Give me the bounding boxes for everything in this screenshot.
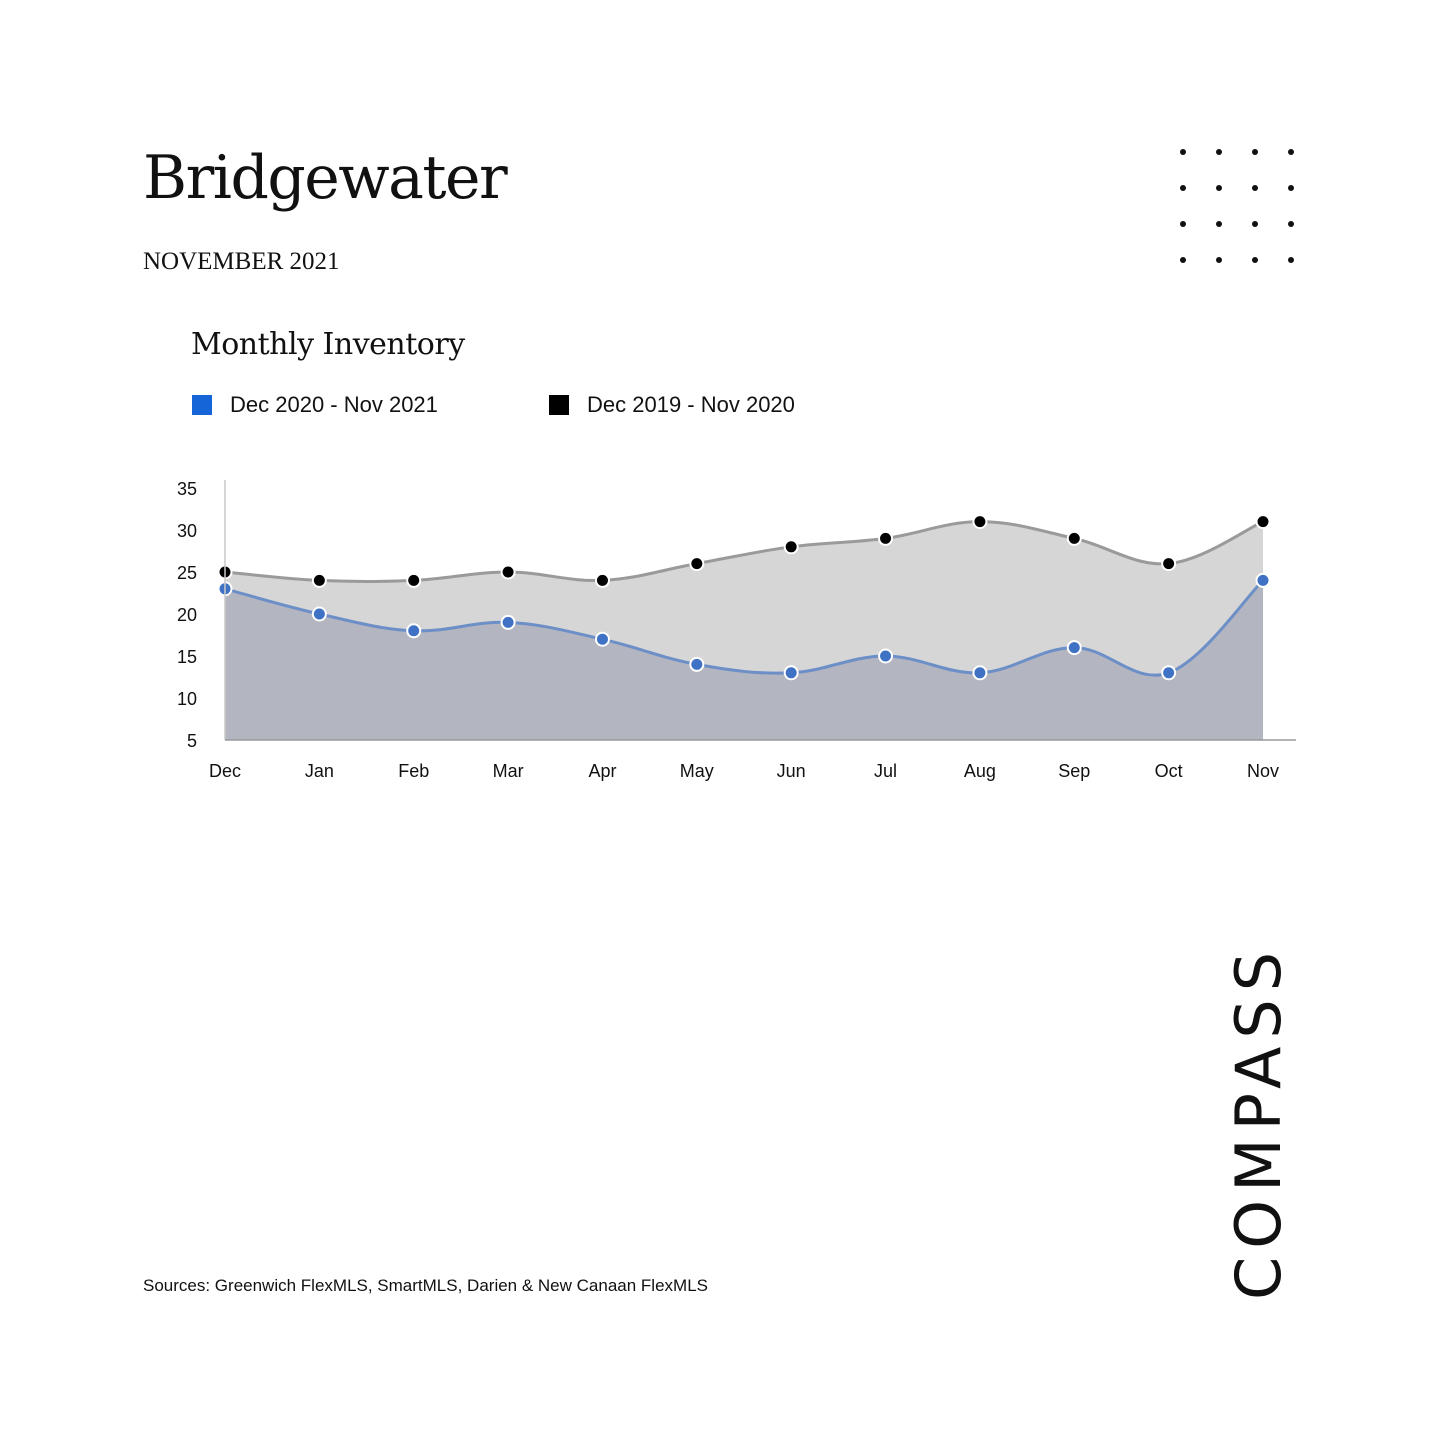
chart-title: Monthly Inventory xyxy=(191,327,465,362)
y-tick-label: 5 xyxy=(186,731,197,751)
x-tick-label: Feb xyxy=(398,761,430,781)
page-subtitle: NOVEMBER 2021 xyxy=(143,248,340,275)
data-point-1 xyxy=(690,557,703,570)
y-tick-label: 30 xyxy=(176,521,197,541)
data-point-1 xyxy=(313,574,326,587)
data-point-0 xyxy=(1162,666,1175,679)
data-point-0 xyxy=(785,666,798,679)
x-tick-label: Mar xyxy=(492,761,524,781)
legend-label-previous: Dec 2019 - Nov 2020 xyxy=(587,392,795,417)
x-tick-label: Sep xyxy=(1058,761,1091,781)
legend-label-current: Dec 2020 - Nov 2021 xyxy=(230,392,438,417)
x-tick-label: Aug xyxy=(963,761,996,781)
data-point-1 xyxy=(596,574,609,587)
x-tick-label: May xyxy=(679,761,714,781)
y-tick-label: 25 xyxy=(176,563,197,583)
data-point-1 xyxy=(1257,515,1270,528)
data-point-0 xyxy=(1257,574,1270,587)
x-tick-label: Apr xyxy=(588,761,617,781)
data-point-1 xyxy=(407,574,420,587)
sources-note: Sources: Greenwich FlexMLS, SmartMLS, Darien & New Canaan FlexMLS xyxy=(143,1276,708,1295)
data-point-1 xyxy=(1162,557,1175,570)
data-point-0 xyxy=(313,608,326,621)
x-tick-label: Dec xyxy=(208,761,242,781)
data-point-1 xyxy=(502,566,515,579)
data-point-0 xyxy=(973,666,986,679)
y-tick-label: 35 xyxy=(176,479,197,499)
x-tick-label: Jul xyxy=(874,761,898,781)
data-point-1 xyxy=(879,532,892,545)
data-point-1 xyxy=(785,540,798,553)
compass-logo: COMPASS xyxy=(1222,943,1295,1300)
data-point-0 xyxy=(879,650,892,663)
page-title: Bridgewater xyxy=(143,143,507,213)
y-tick-label: 10 xyxy=(176,689,197,709)
x-tick-label: Oct xyxy=(1154,761,1183,781)
data-point-0 xyxy=(407,624,420,637)
data-point-0 xyxy=(1068,641,1081,654)
data-point-1 xyxy=(1068,532,1081,545)
data-point-0 xyxy=(690,658,703,671)
x-tick-label: Nov xyxy=(1246,761,1280,781)
y-tick-label: 20 xyxy=(176,605,197,625)
data-point-1 xyxy=(973,515,986,528)
data-point-0 xyxy=(596,633,609,646)
x-tick-label: Jan xyxy=(304,761,334,781)
x-tick-label: Jun xyxy=(776,761,806,781)
y-tick-label: 15 xyxy=(176,647,197,667)
data-point-0 xyxy=(502,616,515,629)
